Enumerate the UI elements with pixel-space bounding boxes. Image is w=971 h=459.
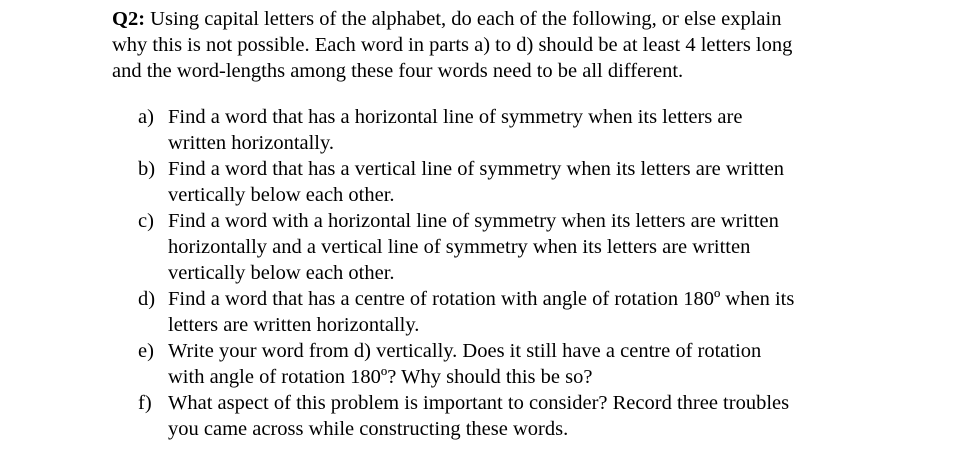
part-c-line-2: horizontally and a vertical line of symmetry when its letters are written xyxy=(168,236,751,258)
question-parts-list xyxy=(138,104,878,442)
part-c xyxy=(138,208,878,286)
part-c-label: c) xyxy=(138,210,154,232)
part-b-text xyxy=(168,156,878,208)
part-a-label: a) xyxy=(138,106,154,128)
part-e xyxy=(138,338,878,390)
part-b xyxy=(138,156,878,208)
part-a-line-1: Find a word that has a horizontal line of symmetry when its letters are xyxy=(168,106,743,128)
part-f-label: f) xyxy=(138,392,152,414)
part-b-line-2: vertically below each other. xyxy=(168,184,395,206)
part-a-line-2: written horizontally. xyxy=(168,132,335,154)
question-document xyxy=(112,6,962,440)
part-e-line-1: Write your word from d) vertically. Does it still have a centre of rotation xyxy=(168,340,762,362)
intro-line-3: and the word-lengths among these four words need to be all different. xyxy=(112,60,684,82)
part-a xyxy=(138,104,878,156)
part-f-line-2: you came across while constructing these words. xyxy=(168,418,569,440)
part-d-label: d) xyxy=(138,288,156,310)
intro-line-1: Using capital letters of the alphabet, do each of the following, or else explain xyxy=(145,8,782,30)
question-intro xyxy=(112,6,962,84)
part-e-text xyxy=(168,338,878,390)
part-f-text xyxy=(168,390,878,442)
part-d xyxy=(138,286,878,338)
part-f xyxy=(138,390,878,442)
part-d-line-2: letters are written horizontally. xyxy=(168,314,420,336)
question-label: Q2: xyxy=(112,8,146,30)
intro-line-2: why this is not possible. Each word in parts a) to d) should be at least 4 letters long xyxy=(112,34,793,56)
part-d-line-1: Find a word that has a centre of rotation with angle of rotation 180º when its xyxy=(168,288,795,310)
part-a-text xyxy=(168,104,878,156)
part-d-text xyxy=(168,286,878,338)
part-c-line-1: Find a word with a horizontal line of symmetry when its letters are written xyxy=(168,210,779,232)
part-c-text xyxy=(168,208,878,286)
part-e-label: e) xyxy=(138,340,154,362)
part-c-line-3: vertically below each other. xyxy=(168,262,395,284)
part-b-line-1: Find a word that has a vertical line of symmetry when its letters are written xyxy=(168,158,784,180)
part-f-line-1: What aspect of this problem is important to consider? Record three troubles xyxy=(168,392,790,414)
part-b-label: b) xyxy=(138,158,156,180)
part-e-line-2: with angle of rotation 180º? Why should this be so? xyxy=(168,366,593,388)
